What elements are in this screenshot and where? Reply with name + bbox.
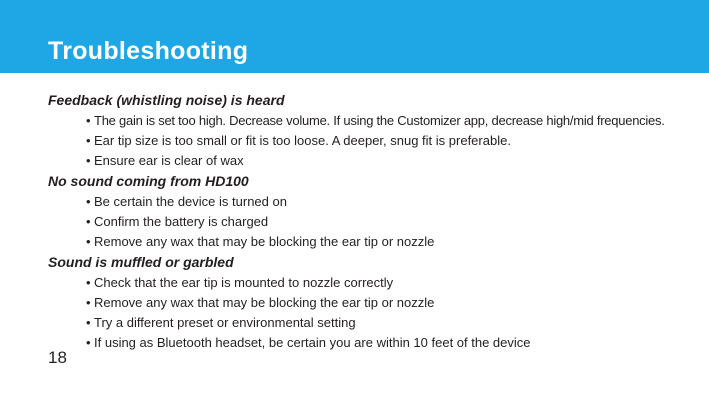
- bullet-icon: •: [86, 234, 91, 249]
- fix-list: [0, 192, 709, 252]
- fix-list: [0, 273, 709, 353]
- fix-text: Confirm the battery is charged: [94, 214, 269, 229]
- fix-text: The gain is set too high. Decrease volume. If using the Customizer app, decrease high/mid frequencies.: [94, 113, 665, 128]
- list-item: [0, 151, 709, 171]
- bullet-icon: •: [86, 113, 91, 128]
- fix-text: Ear tip size is too small or fit is too loose. A deeper, snug fit is preferable.: [94, 133, 511, 148]
- list-item: [0, 192, 709, 212]
- fix-text: Be certain the device is turned on: [94, 194, 287, 209]
- list-item: [0, 131, 709, 151]
- fix-text: If using as Bluetooth headset, be certain you are within 10 feet of the device: [94, 335, 531, 350]
- list-item: [0, 232, 709, 252]
- fix-list: [0, 111, 709, 171]
- header-bar: [0, 0, 709, 73]
- section-feedback: [0, 90, 709, 171]
- bullet-icon: •: [86, 153, 91, 168]
- bullet-icon: •: [86, 315, 91, 330]
- bullet-icon: •: [86, 194, 91, 209]
- bullet-icon: •: [86, 133, 91, 148]
- fix-text: Try a different preset or environmental setting: [94, 315, 356, 330]
- list-item: [0, 333, 709, 353]
- fix-text: Remove any wax that may be blocking the ear tip or nozzle: [94, 234, 435, 249]
- bullet-icon: •: [86, 275, 91, 290]
- list-item: [0, 111, 709, 131]
- section-muffled: [0, 252, 709, 353]
- fix-text: Ensure ear is clear of wax: [94, 153, 244, 168]
- troubleshooting-content: [0, 90, 709, 353]
- list-item: [0, 313, 709, 333]
- bullet-icon: •: [86, 295, 91, 310]
- bullet-icon: •: [86, 335, 91, 350]
- list-item: [0, 293, 709, 313]
- fix-text: Check that the ear tip is mounted to nozzle correctly: [94, 275, 394, 290]
- issue-heading: No sound coming from HD100: [48, 173, 249, 189]
- bullet-icon: •: [86, 214, 91, 229]
- issue-heading: Sound is muffled or garbled: [48, 254, 234, 270]
- fix-text: Remove any wax that may be blocking the ear tip or nozzle: [94, 295, 435, 310]
- list-item: [0, 212, 709, 232]
- section-no-sound: [0, 171, 709, 252]
- page-title: Troubleshooting: [48, 37, 249, 65]
- page-number: 18: [48, 348, 67, 367]
- issue-heading: Feedback (whistling noise) is heard: [48, 92, 285, 108]
- list-item: [0, 273, 709, 293]
